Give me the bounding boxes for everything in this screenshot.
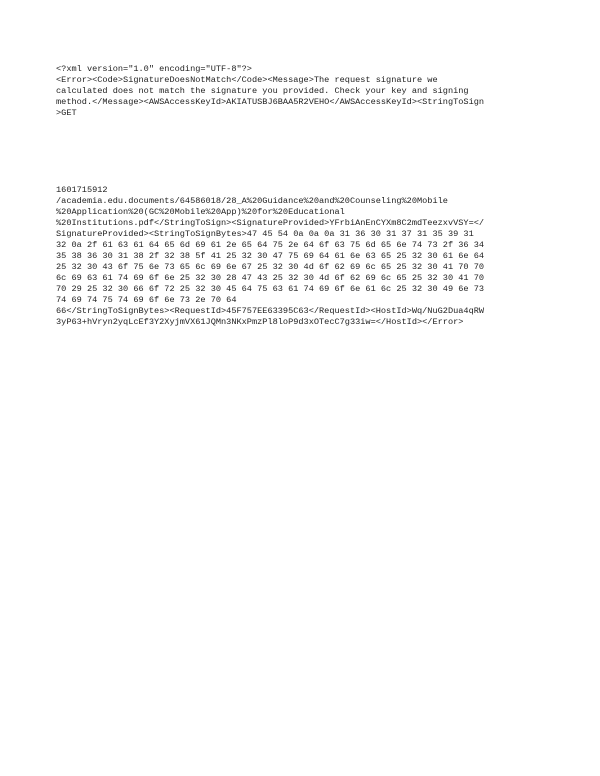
blank-line xyxy=(56,163,556,174)
string-to-sign-method-line: >GET xyxy=(56,108,77,118)
access-key-line: method.</Message><AWSAccessKeyId>AKIATUSBJ6BAA5R2VEHO</AWSAccessKeyId><StringToSign xyxy=(56,97,485,107)
message-line: calculated does not match the signature you provided. Check your key and signing xyxy=(56,86,469,96)
timestamp-line: 1601715912 xyxy=(56,185,108,195)
hex-bytes-line: 35 38 36 30 31 38 2f 32 38 5f 41 25 32 30 47 75 69 64 61 6e 63 65 25 32 30 61 6e 64 xyxy=(56,251,485,261)
host-id-line: 3yP63+hVryn2yqLcEf3Y2XyjmVX61JQMn3NKxPmzPl8loP9d3xOTecC7g33iw=</HostId></Error> xyxy=(56,317,464,327)
string-to-sign-bytes-line: SignatureProvided><StringToSignBytes>47 45 54 0a 0a 0a 31 36 30 31 37 31 35 39 31 xyxy=(56,229,474,239)
blank-line xyxy=(56,152,556,163)
blank-line xyxy=(56,130,556,141)
hex-bytes-line: 6c 69 63 61 74 69 6f 6e 25 32 30 28 47 43 25 32 30 4d 6f 62 69 6c 65 25 32 30 41 70 xyxy=(56,273,485,283)
blank-line xyxy=(56,119,556,130)
hex-bytes-line: 70 29 25 32 30 66 6f 72 25 32 30 45 64 75 63 61 74 69 6f 6e 61 6c 25 32 30 49 6e 73 xyxy=(56,284,485,294)
signature-provided-line: %20Institutions.pdf</StringToSign><SignatureProvided>YFrbiAnEnCYXm8C2mdTeezxvVSY=</ xyxy=(56,218,485,228)
resource-path-line: %20Application%20(GC%20Mobile%20App)%20for%20Educational xyxy=(56,207,345,217)
hex-bytes-line: 25 32 30 43 6f 75 6e 73 65 6c 69 6e 67 25 32 30 4d 6f 62 69 6c 65 25 32 30 41 70 70 xyxy=(56,262,485,272)
request-id-line: 66</StringToSignBytes><RequestId>45F757EE63395C63</RequestId><HostId>Wq/NuG2Dua4qRW xyxy=(56,306,485,316)
xml-declaration-line: <?xml version="1.0" encoding="UTF-8"?> xyxy=(56,64,252,74)
hex-bytes-line: 32 0a 2f 61 63 61 64 65 6d 69 61 2e 65 64 75 2e 64 6f 63 75 6d 65 6e 74 73 2f 36 34 xyxy=(56,240,485,250)
hex-bytes-line: 74 69 74 75 74 69 6f 6e 73 2e 70 64 xyxy=(56,295,237,305)
xml-error-document xyxy=(56,64,556,328)
error-code-line: <Error><Code>SignatureDoesNotMatch</Code><Message>The request signature we xyxy=(56,75,438,85)
blank-line xyxy=(56,141,556,152)
blank-line xyxy=(56,174,556,185)
resource-path-line: /academia.edu.documents/64586018/28_A%20Guidance%20and%20Counseling%20Mobile xyxy=(56,196,448,206)
